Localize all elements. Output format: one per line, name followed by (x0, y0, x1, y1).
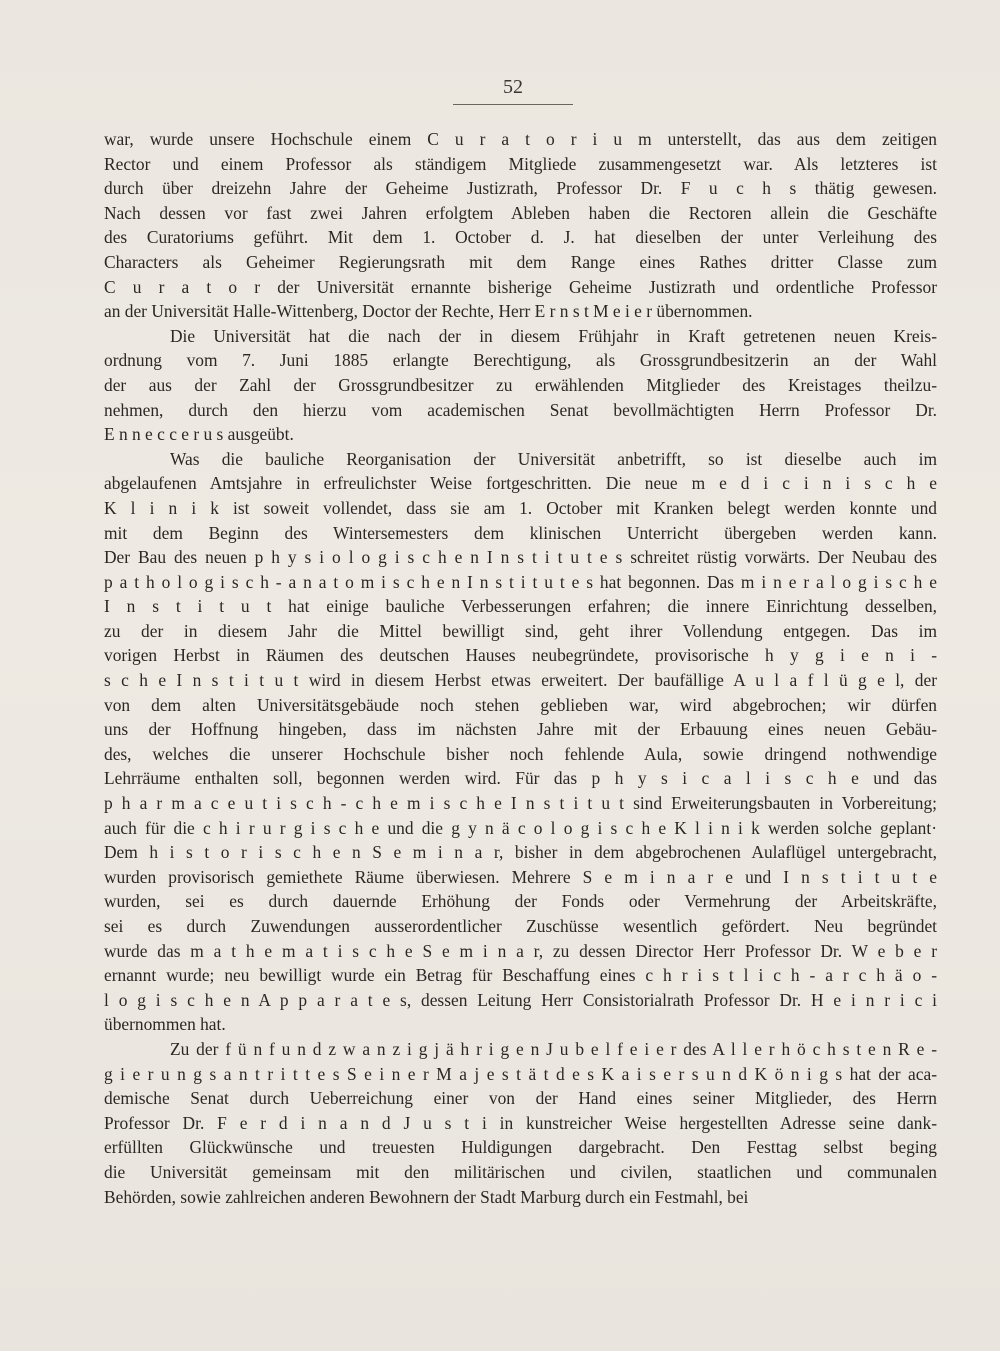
text-line: demische Senat durch Ueberreichung einer von der Hand eines seiner Mitglieder, des Herrn (104, 1088, 937, 1109)
text-line: Characters als Geheimer Regierungsrath mit dem Range eines Rathes dritter Classe zum (104, 251, 937, 272)
text-line: p a t h o l o g i s c h - a n a t o m i s c h e n I n s t i t u t e s hat begonnen. Das m i n e r a l o g i s c h e (104, 571, 937, 592)
text-line: des, welches die unserer Hochschule bisher noch fehlende Aula, sowie dringend nothwendige (104, 743, 937, 764)
text-line: übernommen hat. (104, 1014, 226, 1035)
text-line: uns der Hoffnung hingeben, dass im nächsten Jahre mit der Erbauung eines neuen Gebäu- (104, 719, 937, 740)
paragraph (104, 127, 937, 324)
text-line: wurden, sei es durch dauernde Erhöhung der Fonds oder Vermehrung der Arbeitskräfte, (104, 891, 937, 912)
text-line: des Curatoriums geführt. Mit dem 1. October d. J. hat dieselben der unter Verleihung des (104, 227, 937, 248)
text-line: von dem alten Universitätsgebäude noch stehen geblieben war, wird abgebrochen; wir dürfen (104, 694, 937, 715)
text-line: Was die bauliche Reorganisation der Universität anbetrifft, so ist dieselbe auch im (170, 448, 937, 469)
text-line: auch für die c h i r u r g i s c h e und die g y n ä c o l o g i s c h e K l i n i k werden solche geplant· (104, 817, 937, 838)
text-line: wurden provisorisch gemiethete Räume überwiesen. Mehrere S e m i n a r e und I n s t i t u t e (104, 866, 937, 887)
text-line: Zu der f ü n f u n d z w a n z i g j ä h r i g e n J u b e l f e i e r des A l l e r h ö c h s t e n R e - (170, 1038, 937, 1059)
paragraph (104, 324, 937, 447)
text-line: E n n e c c e r u s ausgeübt. (104, 424, 294, 445)
text-line: erfüllten Glückwünsche und treuesten Huldigungen dargebracht. Den Festtag selbst beging (104, 1137, 937, 1158)
text-line: durch über dreizehn Jahre der Geheime Justizrath, Professor Dr. F u c h s thätig gewesen. (104, 178, 937, 199)
text-line: l o g i s c h e n A p p a r a t e s, dessen Leitung Herr Consistorialrath Professor Dr. H e i n r i c i (104, 989, 937, 1010)
text-line: an der Universität Halle-Wittenberg, Doctor der Rechte, Herr E r n s t M e i e r übernommen. (104, 301, 753, 322)
text-line: C u r a t o r der Universität ernannte bisherige Geheime Justizrath und ordentliche Professor (104, 276, 937, 297)
body-text (104, 127, 937, 1209)
text-line: Dem h i s t o r i s c h e n S e m i n a r, bisher in dem abgebrochenen Aulaflügel untergebracht, (104, 842, 937, 863)
text-line: K l i n i k ist soweit vollendet, dass sie am 1. October mit Kranken belegt werden konnte und (104, 497, 937, 518)
text-line: mit dem Beginn des Wintersemesters dem klinischen Unterricht übergeben werden kann. (104, 522, 937, 543)
text-line: Rector und einem Professor als ständigem Mitgliede zusammengesetzt war. Als letzteres ist (104, 153, 937, 174)
text-line: war, wurde unsere Hochschule einem C u r a t o r i u m unterstellt, das aus dem zeitigen (104, 129, 937, 149)
text-line: wurde das m a t h e m a t i s c h e S e m i n a r, zu dessen Director Herr Professor Dr. W e b e r (104, 940, 937, 961)
text-line: ernannt wurde; neu bewilligt wurde ein Betrag für Beschaffung eines c h r i s t l i c h - a r c h ä o - (104, 965, 937, 986)
paragraph (104, 1037, 937, 1209)
text-line: Der Bau des neuen p h y s i o l o g i s c h e n I n s t i t u t e s schreitet rüstig vorwärts. Der Neubau des (104, 547, 937, 568)
text-line: zu der in diesem Jahr die Mittel bewilligt sind, geht ihrer Vollendung entgegen. Das im (104, 620, 937, 641)
text-line: Professor Dr. F e r d i n a n d J u s t i in kunstreicher Weise hergestellten Adresse seine dank- (104, 1112, 937, 1133)
text-line: Nach dessen vor fast zwei Jahren erfolgtem Ableben haben die Rectoren allein die Geschäfte (104, 202, 937, 223)
text-line: ordnung vom 7. Juni 1885 erlangte Berechtigung, als Grossgrundbesitzerin an der Wahl (104, 350, 937, 371)
text-line: Behörden, sowie zahlreichen anderen Bewohnern der Stadt Marburg durch ein Festmahl, bei (104, 1186, 749, 1207)
text-line: die Universität gemeinsam mit den militärischen und civilen, staatlichen und communalen (104, 1161, 937, 1182)
text-line: s c h e I n s t i t u t wird in diesem Herbst etwas erweitert. Der baufällige A u l a f l ü g e l, der (104, 670, 937, 691)
text-line: g i e r u n g s a n t r i t t e s S e i n e r M a j e s t ä t d e s K a i s e r s u n d K ö n i g s hat der aca- (104, 1063, 937, 1084)
text-line: Lehrräume enthalten soll, begonnen werden wird. Für das p h y s i c a l i s c h e und das (104, 768, 937, 789)
text-line: I n s t i t u t hat einige bauliche Verbesserungen erfahren; die innere Einrichtung desselben, (104, 596, 937, 617)
header-rule (453, 104, 573, 105)
text-line: sei es durch Zuwendungen ausserordentlicher Zuschüsse wesentlich gefördert. Neu begründet (104, 916, 937, 936)
text-line: nehmen, durch den hierzu vom academischen Senat bevollmächtigten Herrn Professor Dr. (104, 399, 937, 420)
text-line: abgelaufenen Amtsjahre in erfreulichster Weise fortgeschritten. Die neue m e d i c i n i s c h e (104, 473, 937, 494)
page-number: 52 (503, 76, 523, 98)
text-line: vorigen Herbst in Räumen des deutschen Hauses neubegründete, provisorische h y g i e n i - (104, 645, 937, 666)
text-line: der aus der Zahl der Grossgrundbesitzer zu erwählenden Mitglieder des Kreistages theilzu- (104, 374, 937, 395)
text-line: Die Universität hat die nach der in diesem Frühjahr in Kraft getretenen neuen Kreis- (170, 325, 937, 346)
text-line: p h a r m a c e u t i s c h - c h e m i s c h e I n s t i t u t sind Erweiterungsbauten in Vorbereitung; (104, 793, 937, 814)
paragraph (104, 447, 937, 1037)
